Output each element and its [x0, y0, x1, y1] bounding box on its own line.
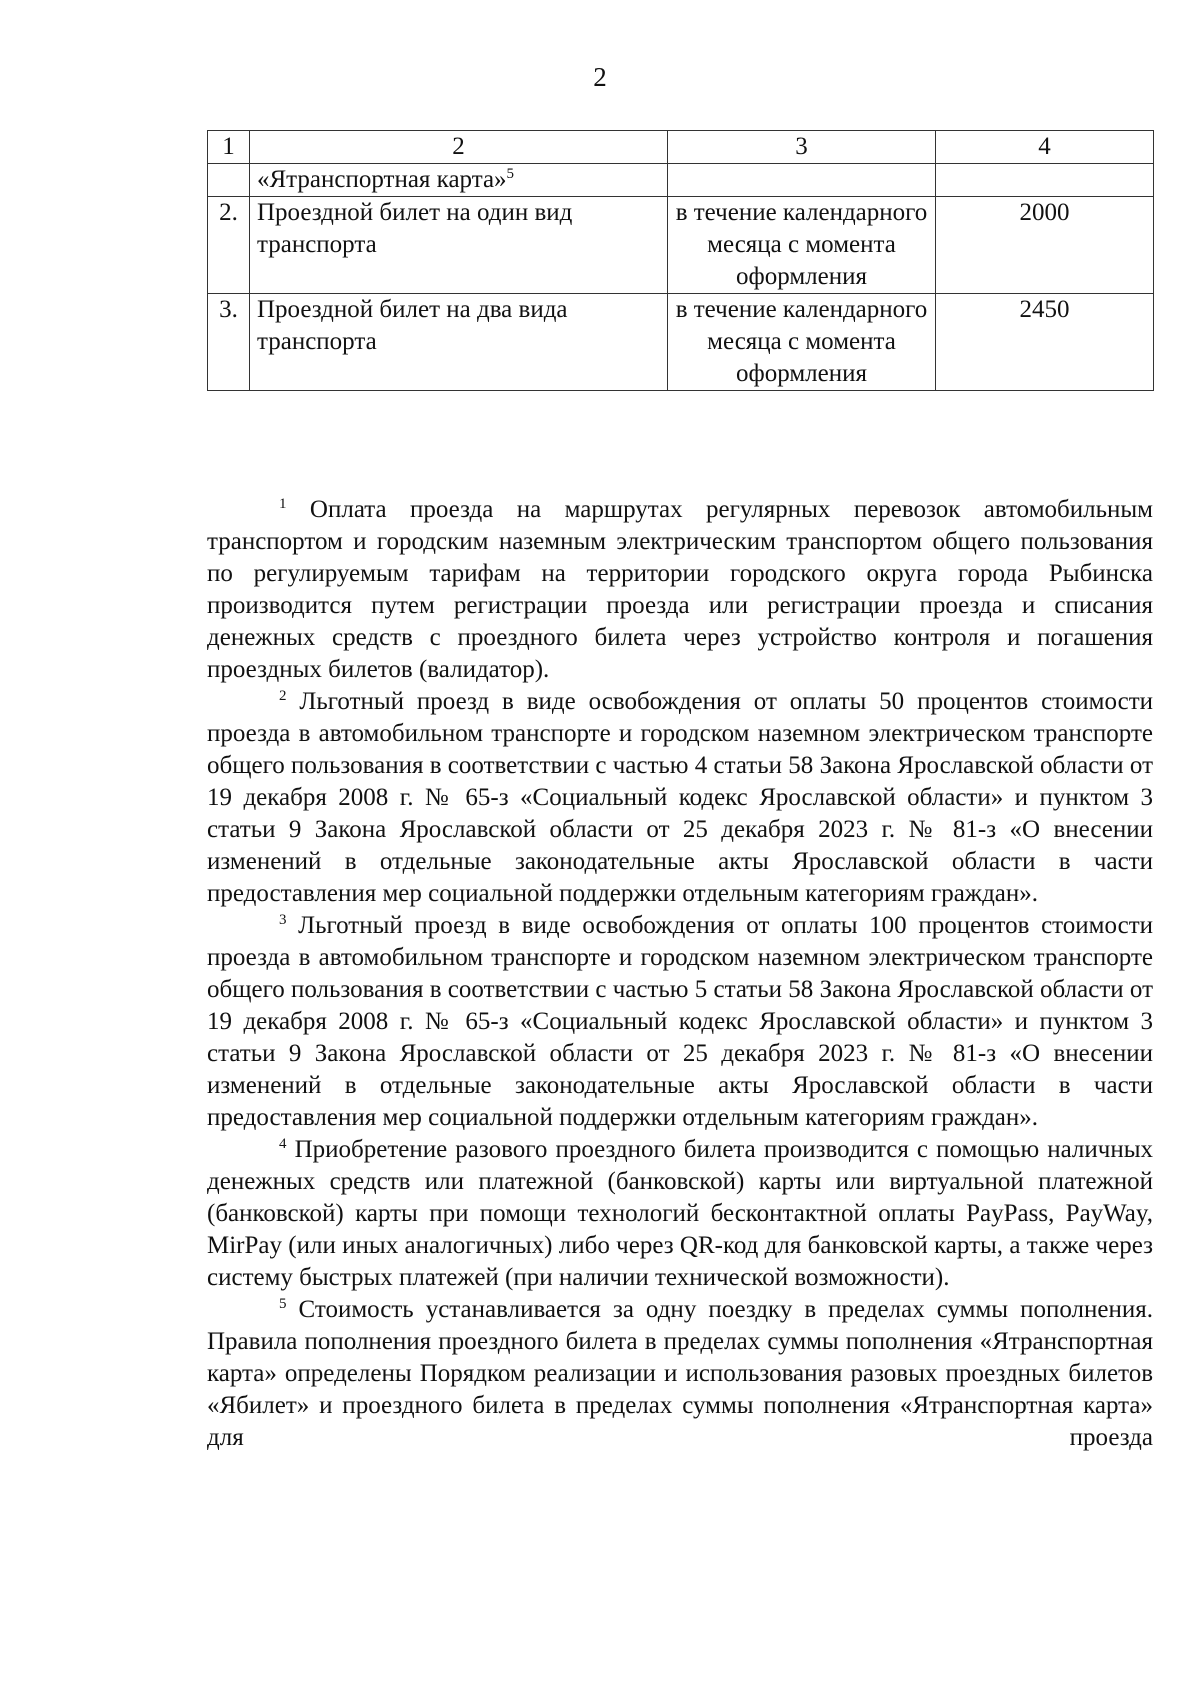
footnote — [207, 494, 1153, 686]
footnote-mark: 1 — [279, 496, 287, 512]
ticket-name-text: Проездной билет на два вида транспорта — [257, 296, 568, 355]
footnote-text: Стоимость устанавливается за одну поездку в пределах суммы пополнения. Правила пополнения проездного билета в пределах суммы пополнения «Ятранспортная карта» определены Порядком реализации и использования разовых проездных билетов «Ябилет» и проездного билета в пределах суммы пополнения «Ятранспортная карта» для проезда — [207, 1296, 1154, 1451]
footnote-text: Оплата проезда на маршрутах регулярных перевозок автомобильным транспортом и городским наземным электрическим транспортом общего пользования по регулируемым тарифам на территории городского округа города Рыбинска производится путем регистрации проезда или регистрации проезда и списания денежных средств с проездного билета через устройство контроля и погашения проездных билетов (валидатор). — [207, 496, 1153, 683]
footnote-mark: 4 — [279, 1136, 287, 1152]
validity-period: в течение календарного месяца с момента оформления — [668, 294, 936, 391]
footnote-text: Льготный проезд в виде освобождения от оплаты 50 процентов стоимости проезда в автомобильном транспорте и городском наземном электрическом транспорте общего пользования в соответствии с частью 4 статьи 58 Закона Ярославской области от 19 декабря 2008 г. № 65-з «Социальный кодекс Ярославской области» и пунктом 3 статьи 9 Закона Ярославской области от 25 декабря 2023 г. № 81-з «О внесении изменений в отдельные законодательные акты Ярославской области в части предоставления мер социальной поддержки отдельным категориям граждан». — [207, 688, 1153, 907]
validity-period — [668, 164, 936, 197]
ticket-name — [250, 294, 668, 391]
row-number: 2. — [208, 197, 250, 294]
footnote-mark: 5 — [279, 1296, 287, 1312]
ticket-name — [250, 197, 668, 294]
footnote-ref: 5 — [506, 166, 515, 182]
row-number — [208, 164, 250, 197]
page-number: 2 — [593, 62, 607, 92]
ticket-name-text: Проездной билет на один вид транспорта — [257, 199, 573, 258]
footnotes — [207, 494, 1153, 1454]
ticket-name-text: «Ятранспортная карта» — [257, 166, 507, 193]
table-row — [208, 164, 1154, 197]
footnote — [207, 1294, 1153, 1454]
footnote-mark: 3 — [279, 912, 287, 928]
footnote — [207, 910, 1153, 1134]
validity-period: в течение календарного месяца с момента оформления — [668, 197, 936, 294]
price: 2450 — [936, 294, 1154, 391]
table-header-cell: 2 — [250, 131, 668, 164]
ticket-name — [250, 164, 668, 197]
footnote — [207, 1134, 1153, 1294]
table-header-cell: 4 — [936, 131, 1154, 164]
table-row — [208, 294, 1154, 391]
price — [936, 164, 1154, 197]
table-header-cell: 3 — [668, 131, 936, 164]
footnote — [207, 686, 1153, 910]
table-header-cell: 1 — [208, 131, 250, 164]
price: 2000 — [936, 197, 1154, 294]
row-number: 3. — [208, 294, 250, 391]
footnote-mark: 2 — [279, 688, 287, 704]
footnote-text: Льготный проезд в виде освобождения от оплаты 100 процентов стоимости проезда в автомобильном транспорте и городском наземном электрическом транспорте общего пользования в соответствии с частью 5 статьи 58 Закона Ярославской области от 19 декабря 2008 г. № 65-з «Социальный кодекс Ярославской области» и пунктом 3 статьи 9 Закона Ярославской области от 25 декабря 2023 г. № 81-з «О внесении изменений в отдельные законодательные акты Ярославской области в части предоставления мер социальной поддержки отдельным категориям граждан». — [207, 912, 1153, 1131]
table-row — [208, 197, 1154, 294]
table-header-row — [208, 131, 1154, 164]
footnote-text: Приобретение разового проездного билета производится с помощью наличных денежных средств или платежной (банковской) карты или виртуальной платежной (банковской) карты при помощи технологий бесконтактной оплаты PayPass, PayWay, MirPay (или иных аналогичных) либо через QR-код для банковской карты, а также через систему быстрых платежей (при наличии технической возможности). — [207, 1136, 1153, 1291]
tariff-table — [207, 130, 1154, 391]
